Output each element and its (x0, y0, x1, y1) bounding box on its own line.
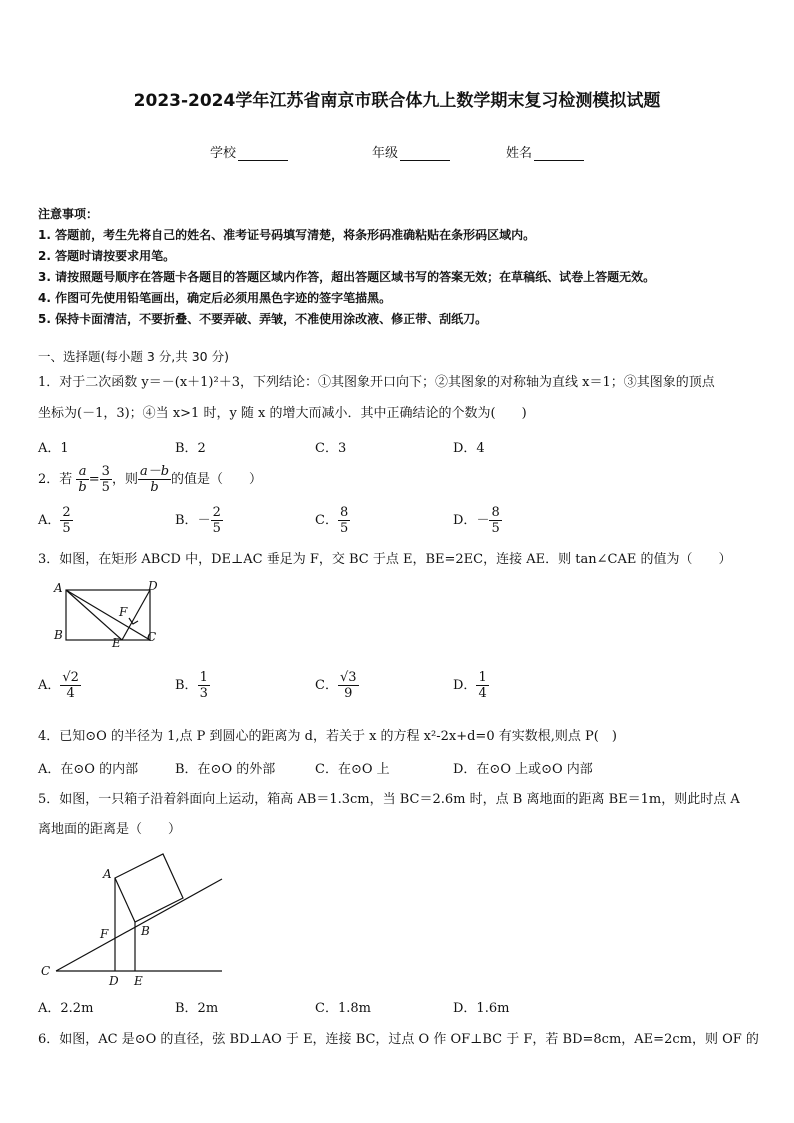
q3-stem: 3．如图，在矩形 ABCD 中，DE⊥AC 垂足为 F，交 BC 于点 E，BE=2EC，连接 AE．则 tan∠CAE 的值为（ ） (38, 552, 732, 567)
name-blank (534, 147, 584, 161)
q5-option-c: C．1.8m (315, 1001, 371, 1016)
box-square (115, 854, 183, 922)
q2-equals: = (88, 472, 100, 487)
q3-option-c: C． $\frac{√3}{9}$ (315, 670, 357, 701)
q2-option-a: A． $\frac{2}{5}$ (38, 505, 71, 536)
note-item: 3. 请按照题号顺序在答题卡各题目的答题区域内作答，超出答题区域书写的答案无效；在草稿纸、试卷上答题无效。 (38, 270, 656, 284)
label-a: A (103, 867, 112, 881)
label-b: B (54, 628, 63, 642)
label-e: E (134, 974, 143, 988)
q4-option-a: A．在⊙O 的内部 (38, 762, 139, 777)
q5-option-d: D．1.6m (453, 1001, 510, 1016)
q2-option-b: B．－ $\frac{2}{5}$ (175, 505, 221, 536)
q2-suffix: 的值是（ ） (171, 472, 263, 487)
q2-mid: ，则 (111, 472, 138, 487)
grade-field (372, 142, 450, 161)
school-label: 学校 (210, 146, 237, 161)
label-f: F (119, 605, 128, 619)
label-e: E (112, 636, 121, 650)
name-label: 姓名 (506, 146, 533, 161)
label-d: D (148, 579, 158, 593)
notes-heading: 注意事项： (38, 207, 99, 221)
segment-ae (66, 590, 122, 640)
label-b: B (141, 924, 150, 938)
q1-option-d: D．4 (453, 441, 485, 456)
q4-option-d: D．在⊙O 上或⊙O 内部 (453, 762, 593, 777)
q2-stem (38, 464, 262, 495)
q1-line2: 坐标为(－1，3)；④当 x>1 时，y 随 x 的增大而减小．其中正确结论的个数为( ) (38, 406, 527, 421)
label-f: F (100, 927, 109, 941)
q2-option-c: C． $\frac{8}{5}$ (315, 505, 349, 536)
fraction-a-over-b: $\frac{a}{b}$ (78, 464, 87, 495)
q4-stem: 4．已知⊙O 的半径为 1,点 P 到圆心的距离为 d，若关于 x 的方程 x²-2x+d=0 有实数根,则点 P( ) (38, 729, 617, 744)
slope-line (56, 879, 222, 971)
note-item: 5. 保持卡面清洁，不要折叠、不要弄破、弄皱，不准使用涂改液、修正带、刮纸刀。 (38, 312, 488, 326)
section-heading: 一、选择题(每小题 3 分,共 30 分) (38, 349, 229, 364)
name-field (506, 142, 584, 161)
grade-label: 年级 (372, 146, 399, 161)
q2-prefix: 2．若 (38, 472, 73, 487)
q2-option-d: D．－ $\frac{8}{5}$ (453, 505, 500, 536)
q5-line2: 离地面的距离是（ ） (38, 822, 182, 837)
page-title: 2023-2024学年江苏省南京市联合体九上数学期末复习检测模拟试题 (133, 91, 661, 111)
q3-option-b: B． $\frac{1}{3}$ (175, 670, 208, 701)
q5-option-a: A．2.2m (38, 1001, 94, 1016)
label-c: C (147, 630, 157, 644)
school-field (210, 142, 288, 161)
q1-option-c: C．3 (315, 441, 347, 456)
q1-line1: 1．对于二次函数 y＝－(x＋1)²＋3，下列结论：①其图象开口向下；②其图象的对称轴为直线 x＝1；③其图象的顶点 (38, 375, 715, 390)
rectangle-abcd-figure (50, 578, 170, 650)
q3-option-a: A． $\frac{√2}{4}$ (38, 670, 79, 701)
q5-line1: 5．如图，一只箱子沿着斜面向上运动，箱高 AB＝1.3cm，当 BC＝2.6m 时，点 B 离地面的距离 BE＝1m，则此时点 A (38, 792, 740, 807)
notes-block (38, 204, 655, 330)
note-item: 4. 作图可先使用铅笔画出，确定后必须用黑色字迹的签字笔描黑。 (38, 291, 392, 305)
diagonal-ac (66, 590, 150, 640)
note-item: 2. 答题时请按要求用笔。 (38, 249, 176, 263)
q1-option-b: B．2 (175, 441, 206, 456)
q6-line1: 6．如图，AC 是⊙O 的直径，弦 BD⊥AO 于 E，连接 BC，过点 O 作 OF⊥BC 于 F，若 BD=8cm，AE=2cm，则 OF 的 (38, 1032, 759, 1047)
q4-option-c: C．在⊙O 上 (315, 762, 390, 777)
label-a: A (54, 581, 63, 595)
grade-blank (400, 147, 450, 161)
q5-option-b: B．2m (175, 1001, 219, 1016)
label-d: D (109, 974, 119, 988)
fraction-3-over-5: $\frac{3}{5}$ (101, 464, 110, 495)
note-item: 1. 答题前，考生先将自己的姓名、准考证号码填写清楚，将条形码准确粘贴在条形码区域内。 (38, 228, 536, 242)
q3-option-d: D． $\frac{1}{4}$ (453, 670, 487, 701)
fraction-a-minus-b-over-b: $\frac{a-b}{b}$ (139, 464, 170, 495)
school-blank (238, 147, 288, 161)
q1-option-a: A．1 (38, 441, 69, 456)
label-c: C (41, 964, 51, 978)
box-on-slope-figure (36, 848, 232, 992)
q4-option-b: B．在⊙O 的外部 (175, 762, 276, 777)
